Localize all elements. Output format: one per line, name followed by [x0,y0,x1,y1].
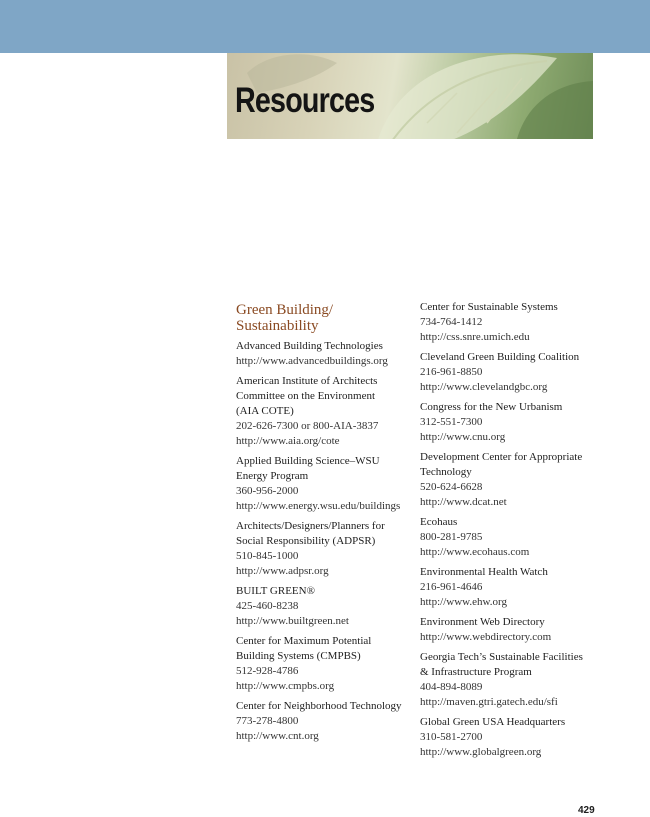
website-link[interactable]: http://www.ecohaus.com [420,546,530,558]
organization-name: Technology [420,466,472,478]
resource-entry [236,339,416,369]
organization-name: Cleveland Green Building Coalition [420,351,580,363]
right-column [420,300,600,765]
organization-name: Energy Program [236,470,309,482]
resource-entry [236,454,416,514]
organization-name: American Institute of Architects [236,375,378,387]
organization-name: Center for Neighborhood Technology [236,700,402,712]
organization-name: Environment Web Directory [420,616,545,628]
organization-name: Environmental Health Watch [420,566,548,578]
website-link[interactable]: http://css.snre.umich.edu [420,331,530,343]
resource-entry [420,715,600,760]
resource-list-right [420,300,600,760]
organization-name: & Infrastructure Program [420,666,532,678]
phone-number: 520-624-6628 [420,481,483,493]
phone-number: 734-764-1412 [420,316,483,328]
phone-number: 800-281-9785 [420,531,483,543]
top-color-band [0,0,650,53]
phone-number: 510-845-1000 [236,550,299,562]
organization-name: Advanced Building Technologies [236,340,383,352]
phone-number: 310-581-2700 [420,731,483,743]
organization-name: Center for Sustainable Systems [420,301,558,313]
website-link[interactable]: http://www.clevelandgbc.org [420,381,548,393]
website-link[interactable]: http://www.advancedbuildings.org [236,355,388,367]
organization-name: Social Responsibility (ADPSR) [236,535,376,547]
website-link[interactable]: http://www.cnt.org [236,730,319,742]
website-link[interactable]: http://www.cnu.org [420,431,506,443]
website-link[interactable]: http://www.webdirectory.com [420,631,552,643]
phone-number: 202-626-7300 or 800-AIA-3837 [236,420,379,432]
phone-number: 404-894-8089 [420,681,483,693]
resource-entry [420,300,600,345]
resource-list-left [236,339,416,744]
phone-number: 216-961-4646 [420,581,483,593]
organization-name: Georgia Tech’s Sustainable Facilities [420,651,583,663]
resource-entry [236,699,416,744]
website-link[interactable]: http://www.ehw.org [420,596,507,608]
organization-name: Applied Building Science–WSU [236,455,380,467]
resource-entry [236,519,416,579]
website-link[interactable]: http://www.aia.org/cote [236,435,340,447]
organization-name: (AIA COTE) [236,405,294,417]
resource-entry [236,634,416,694]
phone-number: 216-961-8850 [420,366,483,378]
resource-entry [420,400,600,445]
phone-number: 512-928-4786 [236,665,299,677]
page-number: 429 [578,805,595,816]
website-link[interactable]: http://www.builtgreen.net [236,615,349,627]
phone-number: 425-460-8238 [236,600,299,612]
website-link[interactable]: http://www.cmpbs.org [236,680,335,692]
organization-name: Architects/Designers/Planners for [236,520,385,532]
organization-name: Congress for the New Urbanism [420,401,563,413]
resource-entry [236,374,416,449]
organization-name: Center for Maximum Potential [236,635,372,647]
header-banner [227,53,593,139]
organization-name: Building Systems (CMPBS) [236,650,361,662]
resource-entry [420,565,600,610]
organization-name: Development Center for Appropriate [420,451,583,463]
phone-number: 360-956-2000 [236,485,299,497]
organization-name: Ecohaus [420,516,458,528]
website-link[interactable]: http://maven.gtri.gatech.edu/sfi [420,696,558,708]
organization-name: Committee on the Environment [236,390,376,402]
organization-name: BUILT GREEN® [236,585,315,597]
section-heading: Green Building/ Sustainability [236,302,334,334]
resource-entry [420,515,600,560]
website-link[interactable]: http://www.dcat.net [420,496,507,508]
left-column [236,302,416,749]
website-link[interactable]: http://www.energy.wsu.edu/buildings [236,500,401,512]
resource-entry [420,450,600,510]
website-link[interactable]: http://www.globalgreen.org [420,746,542,758]
resource-entry [420,615,600,645]
page-title: Resources [235,81,375,120]
resource-entry [420,350,600,395]
resource-entry [420,650,600,710]
resource-entry [236,584,416,629]
phone-number: 773-278-4800 [236,715,299,727]
phone-number: 312-551-7300 [420,416,483,428]
organization-name: Global Green USA Headquarters [420,716,566,728]
website-link[interactable]: http://www.adpsr.org [236,565,329,577]
